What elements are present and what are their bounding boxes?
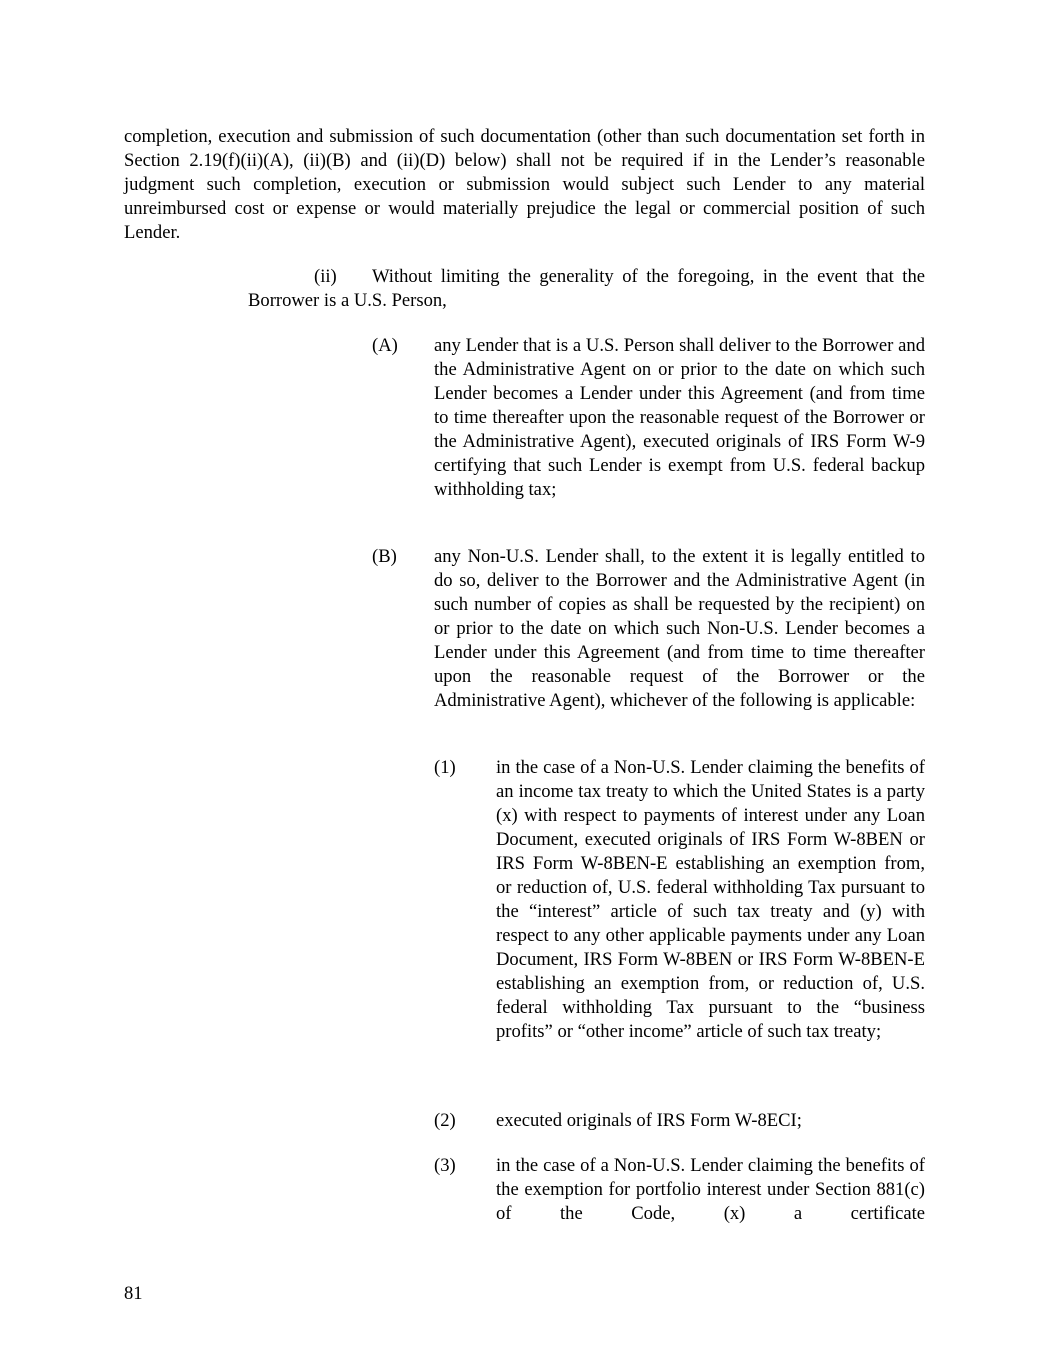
clause-ii-label: (ii) bbox=[314, 266, 337, 287]
clause-b-text: any Non-U.S. Lender shall, to the extent it is legally entitled to do so, deliver to the Borrower and the Administrative Agent (in such number of copies as shall be requested by the recipient) on or prior to the date on which such Non-U.S. Lender becomes a Lender under this Agreement (and from time to time thereafter upon the reasonable request of the Borrower or the Administrative Agent), whichever of the following is applicable: bbox=[434, 546, 925, 711]
clause-ii-paragraph bbox=[248, 265, 925, 313]
clause-a-text: any Lender that is a U.S. Person shall deliver to the Borrower and the Administrative Agent on or prior to the date on which such Lender becomes a Lender under this Agreement (and from time to time thereafter upon the reasonable request of the Borrower or the Administrative Agent), executed originals of IRS Form W-9 certifying that such Lender is exempt from U.S. federal backup withholding tax; bbox=[434, 335, 925, 500]
clause-b bbox=[372, 545, 925, 713]
clause-1-label: (1) bbox=[434, 757, 456, 778]
clause-a-label: (A) bbox=[372, 335, 398, 356]
clause-2 bbox=[434, 1109, 925, 1133]
clause-a bbox=[372, 334, 925, 502]
clause-ii-text: Without limiting the generality of the foregoing, in the event that the Borrower is a U.S. Person, bbox=[248, 266, 925, 311]
clause-1 bbox=[434, 756, 925, 1044]
clause-3 bbox=[434, 1154, 925, 1226]
clause-2-text: executed originals of IRS Form W-8ECI; bbox=[496, 1110, 802, 1131]
clause-2-label: (2) bbox=[434, 1110, 456, 1131]
clause-1-text: in the case of a Non-U.S. Lender claiming the benefits of an income tax treaty to which the United States is a party (x) with respect to payments of interest under any Loan Document, executed originals of IRS Form W-8BEN or IRS Form W-8BEN-E establishing an exemption from, or reduction of, U.S. federal withholding Tax pursuant to the “interest” article of such tax treaty and (y) with respect to any other applicable payments under any Loan Document, IRS Form W-8BEN or IRS Form W-8BEN-E establishing an exemption from, or reduction of, U.S. federal withholding Tax pursuant to the “business profits” or “other income” article of such tax treaty; bbox=[496, 757, 925, 1042]
clause-3-text: in the case of a Non-U.S. Lender claiming the benefits of the exemption for portfolio interest under Section 881(c) of the Code, (x) a certificate bbox=[496, 1155, 925, 1224]
page-number: 81 bbox=[124, 1283, 143, 1304]
clause-3-label: (3) bbox=[434, 1155, 456, 1176]
intro-paragraph: completion, execution and submission of such documentation (other than such documentation set forth in Section 2.19(f)(ii)(A), (ii)(B) and (ii)(D) below) shall not be required if in the Lender’s reasonable judgment such completion, execution or submission would subject such Lender to any material unreimbursed cost or expense or would materially prejudice the legal or commercial position of such Lender. bbox=[124, 126, 925, 243]
clause-b-label: (B) bbox=[372, 546, 397, 567]
